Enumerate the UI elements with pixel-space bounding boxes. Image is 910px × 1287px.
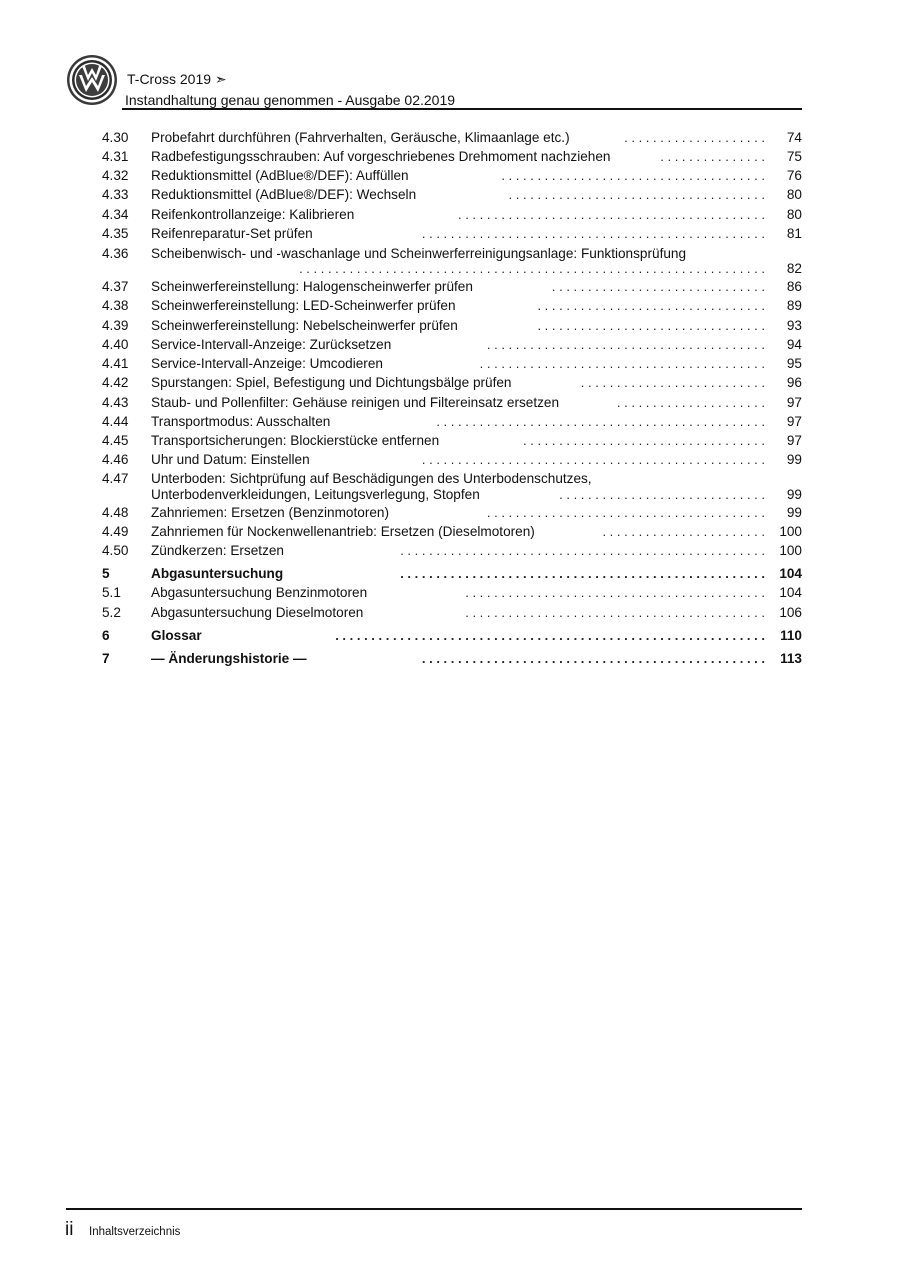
toc-entry-continuation[interactable] bbox=[102, 485, 802, 504]
toc-entry[interactable] bbox=[102, 603, 802, 622]
toc-dot-leader: . . . . . . . . . . . . . . . . . . . . . . . . . . . . . . . . . . . . . . . . . . . bbox=[457, 207, 765, 222]
toc-entry-number: 4.32 bbox=[102, 168, 129, 183]
toc-entry-page: 80 bbox=[786, 207, 802, 222]
toc-entry-page: 106 bbox=[779, 605, 802, 620]
toc-entry-title: Zahnriemen für Nockenwellenantrieb: Ersetzen (Dieselmotoren) bbox=[151, 524, 535, 539]
toc-entry-title: Service-Intervall-Anzeige: Umcodieren bbox=[151, 356, 383, 371]
toc-entry-page: 97 bbox=[786, 433, 802, 448]
toc-entry-title: Transportmodus: Ausschalten bbox=[151, 414, 331, 429]
toc-dot-leader: . . . . . . . . . . . . . . . . . . . . . . . . . . . . . . . . . . . . . . . . . . . . . . . . . . . bbox=[400, 566, 765, 581]
toc-entry-title: Glossar bbox=[151, 628, 202, 643]
toc-entry-number: 4.43 bbox=[102, 395, 129, 410]
footer-section-label: Inhaltsverzeichnis bbox=[89, 1226, 181, 1238]
toc-entry-number: 4.31 bbox=[102, 149, 129, 164]
toc-entry-title: Abgasuntersuchung bbox=[151, 566, 284, 581]
toc-entry-number: 4.46 bbox=[102, 452, 129, 467]
toc-dot-leader: . . . . . . . . . . . . . . . . . . . . . . . . . . . . . . . . . . . . . . . . . . . . . . . . . . . . . . . . . . . . . . . . . bbox=[299, 261, 765, 276]
toc-entry-number: 4.37 bbox=[102, 279, 129, 294]
toc-entry-page: 99 bbox=[786, 452, 802, 467]
toc-entry-number: 4.47 bbox=[102, 471, 129, 486]
toc-entry-title: Reduktionsmittel (AdBlue®/DEF): Auffüllen bbox=[151, 168, 409, 183]
toc-entry-title: — Änderungshistorie — bbox=[151, 651, 307, 666]
toc-entry[interactable] bbox=[102, 503, 802, 522]
toc-entry[interactable] bbox=[102, 412, 802, 431]
toc-entry-title-line2: Unterbodenverkleidungen, Leitungsverlegung, Stopfen bbox=[151, 487, 480, 502]
toc-entry[interactable] bbox=[102, 450, 802, 469]
toc-entry-number: 4.33 bbox=[102, 187, 129, 202]
toc-entry-title: Abgasuntersuchung Benzinmotoren bbox=[151, 585, 368, 600]
toc-entry[interactable] bbox=[102, 128, 802, 147]
toc-dot-leader: . . . . . . . . . . . . . . . . . . . . . . . . . . . . . . . . . . . . bbox=[508, 187, 765, 202]
toc-entry-number: 4.48 bbox=[102, 505, 129, 520]
toc-entry-title: Abgasuntersuchung Dieselmotoren bbox=[151, 605, 364, 620]
toc-entry[interactable] bbox=[102, 522, 802, 541]
toc-entry[interactable] bbox=[102, 166, 802, 185]
toc-entry-number: 4.49 bbox=[102, 524, 129, 539]
toc-entry-number: 4.36 bbox=[102, 246, 129, 261]
toc-entry-page: 104 bbox=[779, 566, 802, 581]
toc-entry[interactable] bbox=[102, 296, 802, 315]
header-title: T-Cross 2019 ➣ bbox=[127, 71, 227, 87]
toc-entry[interactable] bbox=[102, 147, 802, 166]
toc-entry-number: 4.41 bbox=[102, 356, 129, 371]
toc-entry-page: 100 bbox=[779, 524, 802, 539]
toc-chapter-entry[interactable] bbox=[102, 626, 802, 645]
toc-entry-number: 7 bbox=[102, 651, 110, 666]
toc-entry-title: Service-Intervall-Anzeige: Zurücksetzen bbox=[151, 337, 392, 352]
toc-entry-title: Uhr und Datum: Einstellen bbox=[151, 452, 310, 467]
header-subtitle: Instandhaltung genau genommen - Ausgabe 02.2019 bbox=[125, 92, 456, 108]
toc-entry-page: 110 bbox=[780, 628, 802, 643]
toc-entry-page: 97 bbox=[786, 414, 802, 429]
toc-entry[interactable] bbox=[102, 583, 802, 602]
footer-divider bbox=[66, 1208, 802, 1210]
toc-entry-page: 81 bbox=[786, 226, 802, 241]
toc-entry-page: 94 bbox=[786, 337, 802, 352]
toc-entry[interactable] bbox=[102, 316, 802, 335]
toc-entry-number: 4.40 bbox=[102, 337, 129, 352]
toc-entry-title: Staub- und Pollenfilter: Gehäuse reinigen und Filtereinsatz ersetzen bbox=[151, 395, 560, 410]
toc-dot-leader: . . . . . . . . . . . . . . . . . . . . . . . . . . . . . . . . . . . . . . . . . . . . . . . . bbox=[421, 651, 765, 666]
toc-entry-page: 104 bbox=[779, 585, 802, 600]
toc-entry[interactable] bbox=[102, 277, 802, 296]
toc-entry[interactable] bbox=[102, 335, 802, 354]
footer-page-number: ii bbox=[65, 1219, 74, 1240]
toc-dot-leader: . . . . . . . . . . . . . . . . . . . . . . . . . . . . . . . . . . . . . . . . . . . . . . . . bbox=[421, 452, 765, 467]
toc-chapter-entry[interactable] bbox=[102, 649, 802, 668]
toc-entry-title: Probefahrt durchführen (Fahrverhalten, Geräusche, Klimaanlage etc.) bbox=[151, 130, 570, 145]
toc-dot-leader: . . . . . . . . . . . . . . . . . . . . . . . . . . . . . . . . . . . . . . . bbox=[486, 337, 765, 352]
toc-dot-leader: . . . . . . . . . . . . . . . . . . . . . . . . . . . . . . . . . . . . . bbox=[501, 168, 765, 183]
toc-entry-page: 100 bbox=[779, 543, 802, 558]
toc-entry-title: Unterboden: Sichtprüfung auf Beschädigungen des Unterbodenschutzes, bbox=[151, 471, 592, 486]
toc-entry-number: 4.44 bbox=[102, 414, 129, 429]
header-divider bbox=[122, 108, 802, 110]
toc-entry-number: 5 bbox=[102, 566, 110, 581]
toc-entry-page: 99 bbox=[786, 487, 802, 502]
toc-entry[interactable] bbox=[102, 373, 802, 392]
toc-dot-leader: . . . . . . . . . . . . . . . . . . . . . . . . . . . . . . . . . . . . . . . . . . . . . . bbox=[436, 414, 765, 429]
toc-entry-number: 4.39 bbox=[102, 318, 129, 333]
toc-entry-page: 113 bbox=[780, 651, 802, 666]
toc-entry-number: 4.42 bbox=[102, 375, 129, 390]
toc-entry-number: 4.38 bbox=[102, 298, 129, 313]
toc-dot-leader: . . . . . . . . . . . . . . . . . . . . . . . . . . . . . . bbox=[551, 279, 765, 294]
toc-entry-number: 4.45 bbox=[102, 433, 129, 448]
toc-entry[interactable] bbox=[102, 354, 802, 373]
vw-logo-icon bbox=[66, 54, 118, 106]
toc-entry-page: 99 bbox=[786, 505, 802, 520]
toc-entry-title: Scheinwerfereinstellung: Nebelscheinwerfer prüfen bbox=[151, 318, 458, 333]
toc-entry-number: 5.1 bbox=[102, 585, 121, 600]
toc-entry-number: 4.50 bbox=[102, 543, 129, 558]
toc-entry-page: 95 bbox=[786, 356, 802, 371]
toc-entry-title: Zündkerzen: Ersetzen bbox=[151, 543, 284, 558]
toc-dot-leader: . . . . . . . . . . . . . . . . . . . . . . . . . . . . . bbox=[559, 487, 765, 502]
toc-entry-title: Reduktionsmittel (AdBlue®/DEF): Wechseln bbox=[151, 187, 417, 202]
toc-entry-title: Scheinwerfereinstellung: LED-Scheinwerfer prüfen bbox=[151, 298, 456, 313]
toc-entry-page: 97 bbox=[786, 395, 802, 410]
toc-entry[interactable] bbox=[102, 431, 802, 450]
toc-dot-leader: . . . . . . . . . . . . . . . . . . . . . . . bbox=[602, 524, 765, 539]
toc-entry-title: Spurstangen: Spiel, Befestigung und Dichtungsbälge prüfen bbox=[151, 375, 512, 390]
toc-entry-continuation[interactable] bbox=[102, 259, 802, 278]
toc-entry-page: 86 bbox=[786, 279, 802, 294]
toc-entry[interactable] bbox=[102, 185, 802, 204]
toc-dot-leader: . . . . . . . . . . . . . . . . . . . . . . . . . . . . . . . . . . . . . . . bbox=[486, 505, 765, 520]
toc-entry-number: 4.35 bbox=[102, 226, 129, 241]
toc-dot-leader: . . . . . . . . . . . . . . . . . . . . . . . . . . . . . . . . bbox=[537, 318, 765, 333]
toc-entry[interactable] bbox=[102, 393, 802, 412]
toc-dot-leader: . . . . . . . . . . . . . . . . . . . . . . . . . . bbox=[580, 375, 765, 390]
toc-dot-leader: . . . . . . . . . . . . . . . . . . . . . . . . . . . . . . . . . . . . . . . . bbox=[479, 356, 765, 371]
toc-dot-leader: . . . . . . . . . . . . . . . . . . . . . bbox=[616, 395, 765, 410]
toc-entry[interactable] bbox=[102, 224, 802, 243]
toc-entry-title: Reifenreparatur-Set prüfen bbox=[151, 226, 313, 241]
toc-entry-page: 80 bbox=[786, 187, 802, 202]
toc-entry[interactable] bbox=[102, 541, 802, 560]
toc-dot-leader: . . . . . . . . . . . . . . . . . . . . . . . . . . . . . . . . . . . . . . . . . . . . . . . . bbox=[421, 226, 765, 241]
toc-entry-title: Scheinwerfereinstellung: Halogenscheinwerfer prüfen bbox=[151, 279, 473, 294]
toc-entry-number: 5.2 bbox=[102, 605, 121, 620]
toc-entry-title: Transportsicherungen: Blockierstücke entfernen bbox=[151, 433, 440, 448]
toc-dot-leader: . . . . . . . . . . . . . . . . . . . . . . . . . . . . . . . . . . bbox=[523, 433, 765, 448]
toc-entry-title: Zahnriemen: Ersetzen (Benzinmotoren) bbox=[151, 505, 389, 520]
toc-dot-leader: . . . . . . . . . . . . . . . . . . . . . . . . . . . . . . . . . . . . . . . . . . bbox=[465, 605, 765, 620]
toc-entry-page: 76 bbox=[786, 168, 802, 183]
toc-entry-title: Radbefestigungsschrauben: Auf vorgeschriebenes Drehmoment nachziehen bbox=[151, 149, 611, 164]
toc-dot-leader: . . . . . . . . . . . . . . . . . . . . . . . . . . . . . . . . bbox=[537, 298, 765, 313]
toc-entry-page: 82 bbox=[786, 261, 802, 276]
toc-entry-page: 75 bbox=[786, 149, 802, 164]
toc-chapter-entry[interactable] bbox=[102, 564, 802, 583]
toc-dot-leader: . . . . . . . . . . . . . . . bbox=[660, 149, 765, 164]
toc-dot-leader: . . . . . . . . . . . . . . . . . . . . bbox=[624, 130, 765, 145]
toc-entry-number: 4.30 bbox=[102, 130, 129, 145]
toc-entry-number: 6 bbox=[102, 628, 110, 643]
toc-dot-leader: . . . . . . . . . . . . . . . . . . . . . . . . . . . . . . . . . . . . . . . . . . . . . . . . . . . bbox=[400, 543, 765, 558]
toc-entry-page: 74 bbox=[786, 130, 802, 145]
toc-entry-title: Reifenkontrollanzeige: Kalibrieren bbox=[151, 207, 355, 222]
toc-entry[interactable] bbox=[102, 205, 802, 224]
toc-dot-leader: . . . . . . . . . . . . . . . . . . . . . . . . . . . . . . . . . . . . . . . . . . bbox=[465, 585, 765, 600]
toc-entry-page: 89 bbox=[786, 298, 802, 313]
toc-entry-page: 96 bbox=[786, 375, 802, 390]
toc-entry-title: Scheibenwisch- und -waschanlage und Scheinwerferreinigungsanlage: Funktionsprüfung bbox=[151, 246, 687, 261]
toc-entry-number: 4.34 bbox=[102, 207, 129, 222]
toc-dot-leader: . . . . . . . . . . . . . . . . . . . . . . . . . . . . . . . . . . . . . . . . . . . . . . . . . . . . . . . . . . . . bbox=[335, 628, 765, 643]
toc-entry-page: 93 bbox=[786, 318, 802, 333]
